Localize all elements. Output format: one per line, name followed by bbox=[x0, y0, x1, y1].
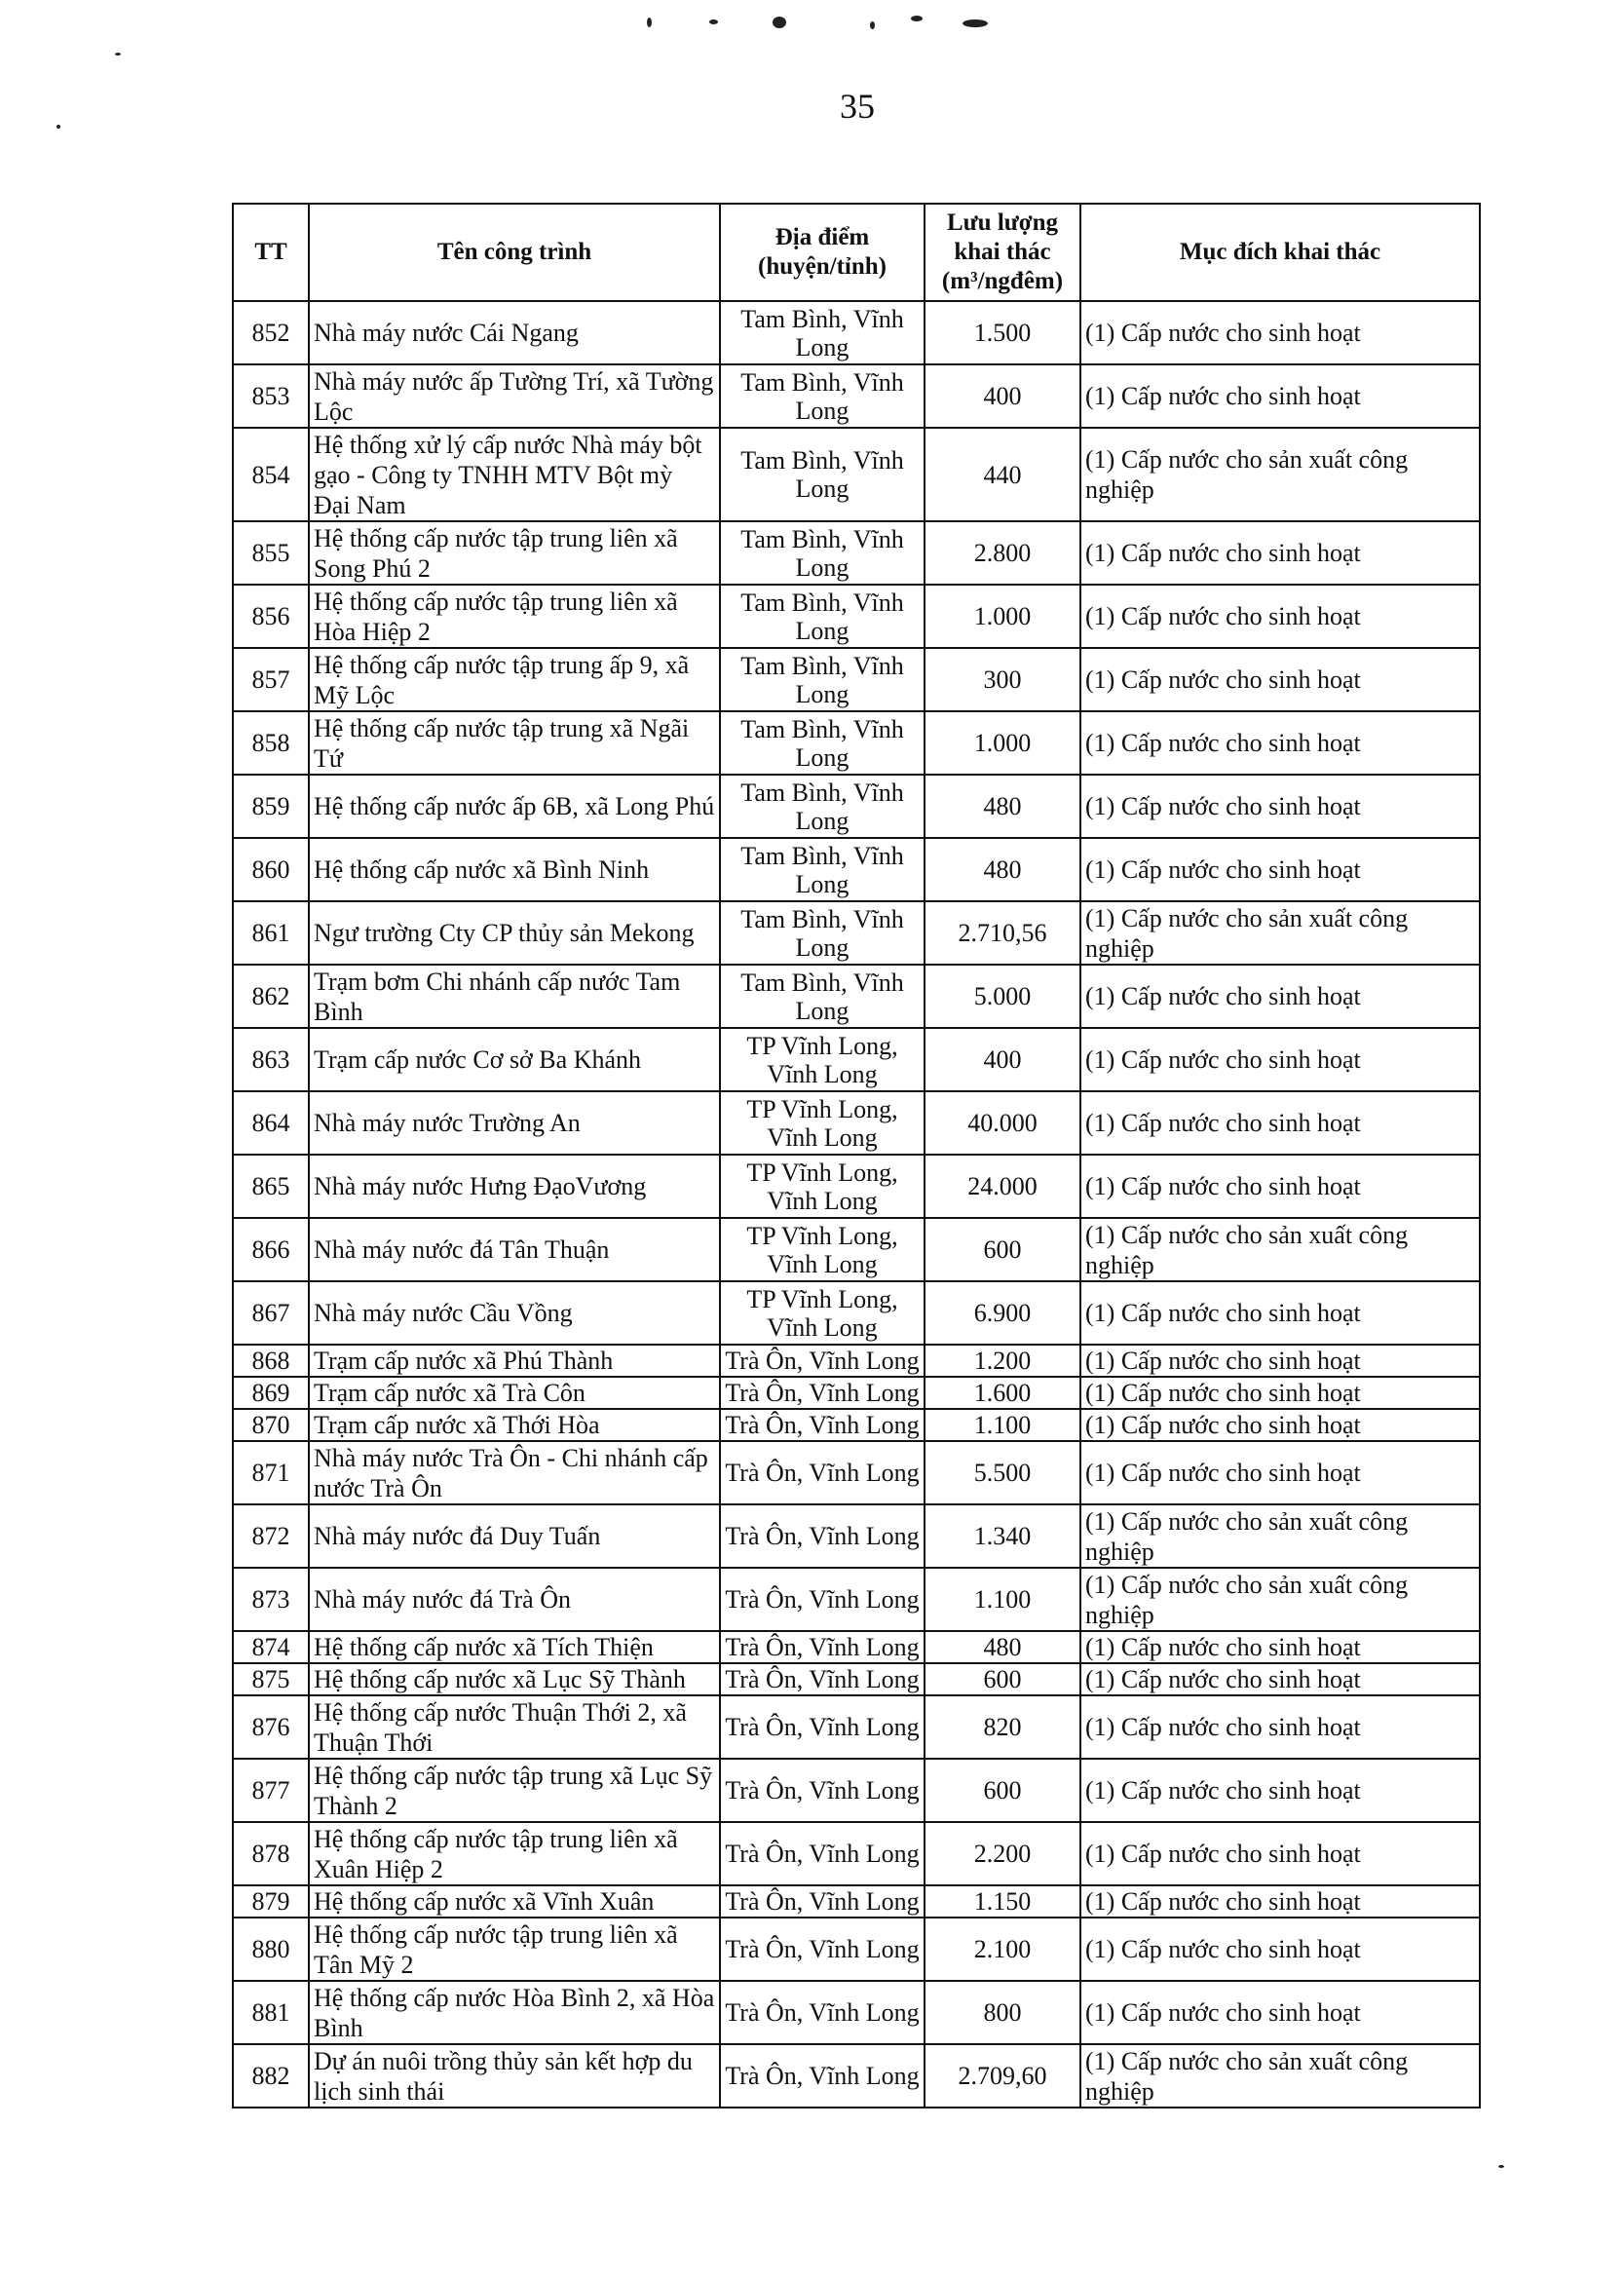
row-flow: 2.709,60 bbox=[925, 2044, 1080, 2108]
row-location: TP Vĩnh Long, Vĩnh Long bbox=[720, 1028, 925, 1091]
row-flow: 600 bbox=[925, 1663, 1080, 1695]
row-location: Trà Ôn, Vĩnh Long bbox=[720, 1568, 925, 1631]
row-tt: 856 bbox=[233, 585, 309, 648]
row-location: Trà Ôn, Vĩnh Long bbox=[720, 2044, 925, 2108]
row-flow: 480 bbox=[925, 1631, 1080, 1663]
row-flow: 5.500 bbox=[925, 1441, 1080, 1504]
row-flow: 400 bbox=[925, 364, 1080, 428]
row-flow: 2.100 bbox=[925, 1918, 1080, 1981]
table-row bbox=[233, 1568, 1480, 1631]
table-row bbox=[233, 364, 1480, 428]
row-location: Trà Ôn, Vĩnh Long bbox=[720, 1345, 925, 1377]
row-location: Tam Bình, Vĩnh Long bbox=[720, 901, 925, 965]
scan-speck bbox=[870, 21, 875, 29]
scan-speck bbox=[963, 19, 988, 27]
table-row bbox=[233, 1822, 1480, 1885]
table-row bbox=[233, 1218, 1480, 1281]
row-flow: 480 bbox=[925, 838, 1080, 901]
scan-speck bbox=[709, 19, 718, 24]
row-name: Trạm cấp nước xã Trà Côn bbox=[309, 1377, 720, 1409]
row-location: Tam Bình, Vĩnh Long bbox=[720, 364, 925, 428]
row-tt: 863 bbox=[233, 1028, 309, 1091]
row-location: Tam Bình, Vĩnh Long bbox=[720, 775, 925, 838]
row-purpose: (1) Cấp nước cho sinh hoạt bbox=[1080, 1822, 1480, 1885]
table-row bbox=[233, 1281, 1480, 1345]
table-row bbox=[233, 901, 1480, 965]
row-flow: 1.100 bbox=[925, 1409, 1080, 1441]
scan-speck bbox=[1498, 2165, 1504, 2168]
table-row bbox=[233, 2044, 1480, 2108]
row-name: Hệ thống cấp nước tập trung ấp 9, xã Mỹ Lộc bbox=[309, 648, 720, 711]
table-row bbox=[233, 1885, 1480, 1918]
row-name: Trạm bơm Chi nhánh cấp nước Tam Bình bbox=[309, 965, 720, 1028]
row-location: Trà Ôn, Vĩnh Long bbox=[720, 1504, 925, 1568]
row-name: Nhà máy nước Trường An bbox=[309, 1091, 720, 1155]
row-tt: 862 bbox=[233, 965, 309, 1028]
row-purpose: (1) Cấp nước cho sinh hoạt bbox=[1080, 711, 1480, 775]
row-purpose: (1) Cấp nước cho sinh hoạt bbox=[1080, 1885, 1480, 1918]
row-flow: 5.000 bbox=[925, 965, 1080, 1028]
row-tt: 857 bbox=[233, 648, 309, 711]
row-name: Nhà máy nước đá Tân Thuận bbox=[309, 1218, 720, 1281]
row-tt: 864 bbox=[233, 1091, 309, 1155]
row-location: Trà Ôn, Vĩnh Long bbox=[720, 1981, 925, 2044]
row-name: Hệ thống cấp nước Thuận Thới 2, xã Thuận Thới bbox=[309, 1695, 720, 1759]
row-purpose: (1) Cấp nước cho sinh hoạt bbox=[1080, 1377, 1480, 1409]
row-location: Tam Bình, Vĩnh Long bbox=[720, 711, 925, 775]
row-purpose: (1) Cấp nước cho sinh hoạt bbox=[1080, 1281, 1480, 1345]
row-name: Ngư trường Cty CP thủy sản Mekong bbox=[309, 901, 720, 965]
row-flow: 2.800 bbox=[925, 521, 1080, 585]
row-purpose: (1) Cấp nước cho sinh hoạt bbox=[1080, 1028, 1480, 1091]
row-name: Hệ thống cấp nước tập trung liên xã Song Phú 2 bbox=[309, 521, 720, 585]
row-name: Hệ thống cấp nước ấp 6B, xã Long Phú bbox=[309, 775, 720, 838]
row-tt: 861 bbox=[233, 901, 309, 965]
row-flow: 1.340 bbox=[925, 1504, 1080, 1568]
table-row bbox=[233, 1759, 1480, 1822]
row-flow: 40.000 bbox=[925, 1091, 1080, 1155]
table-row bbox=[233, 301, 1480, 364]
row-name: Trạm cấp nước xã Phú Thành bbox=[309, 1345, 720, 1377]
row-name: Nhà máy nước Cái Ngang bbox=[309, 301, 720, 364]
row-location: Trà Ôn, Vĩnh Long bbox=[720, 1409, 925, 1441]
row-location: TP Vĩnh Long, Vĩnh Long bbox=[720, 1281, 925, 1345]
row-name: Hệ thống cấp nước xã Vĩnh Xuân bbox=[309, 1885, 720, 1918]
row-flow: 1.150 bbox=[925, 1885, 1080, 1918]
row-flow: 2.710,56 bbox=[925, 901, 1080, 965]
row-name: Hệ thống cấp nước tập trung xã Ngãi Tứ bbox=[309, 711, 720, 775]
row-tt: 876 bbox=[233, 1695, 309, 1759]
row-purpose: (1) Cấp nước cho sinh hoạt bbox=[1080, 301, 1480, 364]
header-flow: Lưu lượng khai thác (m³/ngđêm) bbox=[925, 204, 1080, 301]
row-name: Trạm cấp nước Cơ sở Ba Khánh bbox=[309, 1028, 720, 1091]
row-purpose: (1) Cấp nước cho sinh hoạt bbox=[1080, 364, 1480, 428]
row-purpose: (1) Cấp nước cho sinh hoạt bbox=[1080, 1091, 1480, 1155]
row-location: Tam Bình, Vĩnh Long bbox=[720, 428, 925, 521]
row-purpose: (1) Cấp nước cho sinh hoạt bbox=[1080, 585, 1480, 648]
row-purpose: (1) Cấp nước cho sinh hoạt bbox=[1080, 521, 1480, 585]
row-name: Nhà máy nước ấp Tường Trí, xã Tường Lộc bbox=[309, 364, 720, 428]
table-row bbox=[233, 1504, 1480, 1568]
scan-speck bbox=[647, 18, 652, 27]
row-location: Trà Ôn, Vĩnh Long bbox=[720, 1885, 925, 1918]
row-flow: 440 bbox=[925, 428, 1080, 521]
scan-speck bbox=[115, 53, 121, 56]
row-flow: 1.000 bbox=[925, 585, 1080, 648]
row-purpose: (1) Cấp nước cho sinh hoạt bbox=[1080, 1631, 1480, 1663]
table-row bbox=[233, 1631, 1480, 1663]
table-row bbox=[233, 1663, 1480, 1695]
table-row bbox=[233, 1441, 1480, 1504]
row-name: Hệ thống xử lý cấp nước Nhà máy bột gạo - Công ty TNHH MTV Bột mỳ Đại Nam bbox=[309, 428, 720, 521]
row-tt: 855 bbox=[233, 521, 309, 585]
table-row bbox=[233, 648, 1480, 711]
water-works-table bbox=[232, 203, 1481, 2108]
row-purpose: (1) Cấp nước cho sinh hoạt bbox=[1080, 1409, 1480, 1441]
row-location: Trà Ôn, Vĩnh Long bbox=[720, 1918, 925, 1981]
row-purpose: (1) Cấp nước cho sinh hoạt bbox=[1080, 1155, 1480, 1218]
row-tt: 870 bbox=[233, 1409, 309, 1441]
row-tt: 869 bbox=[233, 1377, 309, 1409]
table-row bbox=[233, 1091, 1480, 1155]
row-flow: 1.500 bbox=[925, 301, 1080, 364]
row-flow: 600 bbox=[925, 1759, 1080, 1822]
scan-speck bbox=[773, 17, 786, 28]
row-name: Nhà máy nước đá Duy Tuấn bbox=[309, 1504, 720, 1568]
table-row bbox=[233, 838, 1480, 901]
row-flow: 2.200 bbox=[925, 1822, 1080, 1885]
row-name: Hệ thống cấp nước tập trung liên xã Hòa Hiệp 2 bbox=[309, 585, 720, 648]
row-location: TP Vĩnh Long, Vĩnh Long bbox=[720, 1091, 925, 1155]
row-tt: 872 bbox=[233, 1504, 309, 1568]
row-purpose: (1) Cấp nước cho sinh hoạt bbox=[1080, 838, 1480, 901]
scan-speck bbox=[911, 16, 923, 21]
row-purpose: (1) Cấp nước cho sinh hoạt bbox=[1080, 1663, 1480, 1695]
table-row bbox=[233, 1695, 1480, 1759]
row-flow: 1.100 bbox=[925, 1568, 1080, 1631]
row-flow: 300 bbox=[925, 648, 1080, 711]
row-location: Trà Ôn, Vĩnh Long bbox=[720, 1663, 925, 1695]
row-name: Nhà máy nước Hưng ĐạoVương bbox=[309, 1155, 720, 1218]
row-name: Trạm cấp nước xã Thới Hòa bbox=[309, 1409, 720, 1441]
row-location: Tam Bình, Vĩnh Long bbox=[720, 585, 925, 648]
table-row bbox=[233, 1155, 1480, 1218]
row-flow: 1.600 bbox=[925, 1377, 1080, 1409]
table-row bbox=[233, 1409, 1480, 1441]
row-tt: 858 bbox=[233, 711, 309, 775]
row-flow: 1.200 bbox=[925, 1345, 1080, 1377]
row-name: Hệ thống cấp nước tập trung xã Lục Sỹ Thành 2 bbox=[309, 1759, 720, 1822]
row-location: Trà Ôn, Vĩnh Long bbox=[720, 1631, 925, 1663]
row-tt: 879 bbox=[233, 1885, 309, 1918]
row-location: Tam Bình, Vĩnh Long bbox=[720, 521, 925, 585]
row-purpose: (1) Cấp nước cho sinh hoạt bbox=[1080, 775, 1480, 838]
row-tt: 874 bbox=[233, 1631, 309, 1663]
row-tt: 880 bbox=[233, 1918, 309, 1981]
row-tt: 865 bbox=[233, 1155, 309, 1218]
row-location: Tam Bình, Vĩnh Long bbox=[720, 838, 925, 901]
row-purpose: (1) Cấp nước cho sinh hoạt bbox=[1080, 1759, 1480, 1822]
row-purpose: (1) Cấp nước cho sinh hoạt bbox=[1080, 1918, 1480, 1981]
row-flow: 400 bbox=[925, 1028, 1080, 1091]
row-purpose: (1) Cấp nước cho sinh hoạt bbox=[1080, 1441, 1480, 1504]
header-location: Địa điểm (huyện/tỉnh) bbox=[720, 204, 925, 301]
row-purpose: (1) Cấp nước cho sinh hoạt bbox=[1080, 1695, 1480, 1759]
row-purpose: (1) Cấp nước cho sản xuất công nghiệp bbox=[1080, 1504, 1480, 1568]
row-name: Hệ thống cấp nước Hòa Bình 2, xã Hòa Bình bbox=[309, 1981, 720, 2044]
row-location: Tam Bình, Vĩnh Long bbox=[720, 648, 925, 711]
row-tt: 853 bbox=[233, 364, 309, 428]
row-location: Tam Bình, Vĩnh Long bbox=[720, 301, 925, 364]
row-name: Hệ thống cấp nước tập trung liên xã Tân Mỹ 2 bbox=[309, 1918, 720, 1981]
row-name: Nhà máy nước đá Trà Ôn bbox=[309, 1568, 720, 1631]
row-tt: 852 bbox=[233, 301, 309, 364]
row-tt: 881 bbox=[233, 1981, 309, 2044]
row-flow: 24.000 bbox=[925, 1155, 1080, 1218]
table-row bbox=[233, 585, 1480, 648]
row-purpose: (1) Cấp nước cho sinh hoạt bbox=[1080, 965, 1480, 1028]
row-purpose: (1) Cấp nước cho sinh hoạt bbox=[1080, 1345, 1480, 1377]
row-location: Trà Ôn, Vĩnh Long bbox=[720, 1695, 925, 1759]
table-row bbox=[233, 711, 1480, 775]
table-row bbox=[233, 521, 1480, 585]
table-row bbox=[233, 428, 1480, 521]
table-body bbox=[233, 301, 1480, 2108]
table-row bbox=[233, 965, 1480, 1028]
row-name: Nhà máy nước Trà Ôn - Chi nhánh cấp nước Trà Ôn bbox=[309, 1441, 720, 1504]
table-row bbox=[233, 1981, 1480, 2044]
row-name: Hệ thống cấp nước xã Lục Sỹ Thành bbox=[309, 1663, 720, 1695]
header-tt: TT bbox=[233, 204, 309, 301]
row-flow: 800 bbox=[925, 1981, 1080, 2044]
row-tt: 873 bbox=[233, 1568, 309, 1631]
table-row bbox=[233, 1377, 1480, 1409]
row-purpose: (1) Cấp nước cho sản xuất công nghiệp bbox=[1080, 2044, 1480, 2108]
row-name: Dự án nuôi trồng thủy sản kết hợp du lịch sinh thái bbox=[309, 2044, 720, 2108]
row-purpose: (1) Cấp nước cho sản xuất công nghiệp bbox=[1080, 901, 1480, 965]
row-location: Trà Ôn, Vĩnh Long bbox=[720, 1441, 925, 1504]
table-header-row bbox=[233, 204, 1480, 301]
row-location: TP Vĩnh Long, Vĩnh Long bbox=[720, 1218, 925, 1281]
row-purpose: (1) Cấp nước cho sản xuất công nghiệp bbox=[1080, 1568, 1480, 1631]
table-row bbox=[233, 775, 1480, 838]
row-location: Trà Ôn, Vĩnh Long bbox=[720, 1822, 925, 1885]
row-tt: 878 bbox=[233, 1822, 309, 1885]
row-flow: 480 bbox=[925, 775, 1080, 838]
row-purpose: (1) Cấp nước cho sản xuất công nghiệp bbox=[1080, 428, 1480, 521]
row-purpose: (1) Cấp nước cho sản xuất công nghiệp bbox=[1080, 1218, 1480, 1281]
row-location: Trà Ôn, Vĩnh Long bbox=[720, 1759, 925, 1822]
row-tt: 875 bbox=[233, 1663, 309, 1695]
row-purpose: (1) Cấp nước cho sinh hoạt bbox=[1080, 1981, 1480, 2044]
page-number: 35 bbox=[840, 87, 875, 126]
row-tt: 877 bbox=[233, 1759, 309, 1822]
row-tt: 868 bbox=[233, 1345, 309, 1377]
header-purpose: Mục đích khai thác bbox=[1080, 204, 1480, 301]
row-name: Nhà máy nước Cầu Vồng bbox=[309, 1281, 720, 1345]
row-flow: 6.900 bbox=[925, 1281, 1080, 1345]
row-tt: 866 bbox=[233, 1218, 309, 1281]
table-row bbox=[233, 1345, 1480, 1377]
row-tt: 854 bbox=[233, 428, 309, 521]
row-tt: 867 bbox=[233, 1281, 309, 1345]
row-tt: 859 bbox=[233, 775, 309, 838]
table-row bbox=[233, 1028, 1480, 1091]
table-row bbox=[233, 1918, 1480, 1981]
row-tt: 882 bbox=[233, 2044, 309, 2108]
row-location: TP Vĩnh Long, Vĩnh Long bbox=[720, 1155, 925, 1218]
row-tt: 871 bbox=[233, 1441, 309, 1504]
row-flow: 820 bbox=[925, 1695, 1080, 1759]
row-name: Hệ thống cấp nước xã Tích Thiện bbox=[309, 1631, 720, 1663]
row-name: Hệ thống cấp nước tập trung liên xã Xuân Hiệp 2 bbox=[309, 1822, 720, 1885]
row-name: Hệ thống cấp nước xã Bình Ninh bbox=[309, 838, 720, 901]
row-location: Tam Bình, Vĩnh Long bbox=[720, 965, 925, 1028]
row-tt: 860 bbox=[233, 838, 309, 901]
row-flow: 600 bbox=[925, 1218, 1080, 1281]
row-purpose: (1) Cấp nước cho sinh hoạt bbox=[1080, 648, 1480, 711]
row-flow: 1.000 bbox=[925, 711, 1080, 775]
row-location: Trà Ôn, Vĩnh Long bbox=[720, 1377, 925, 1409]
header-name: Tên công trình bbox=[309, 204, 720, 301]
